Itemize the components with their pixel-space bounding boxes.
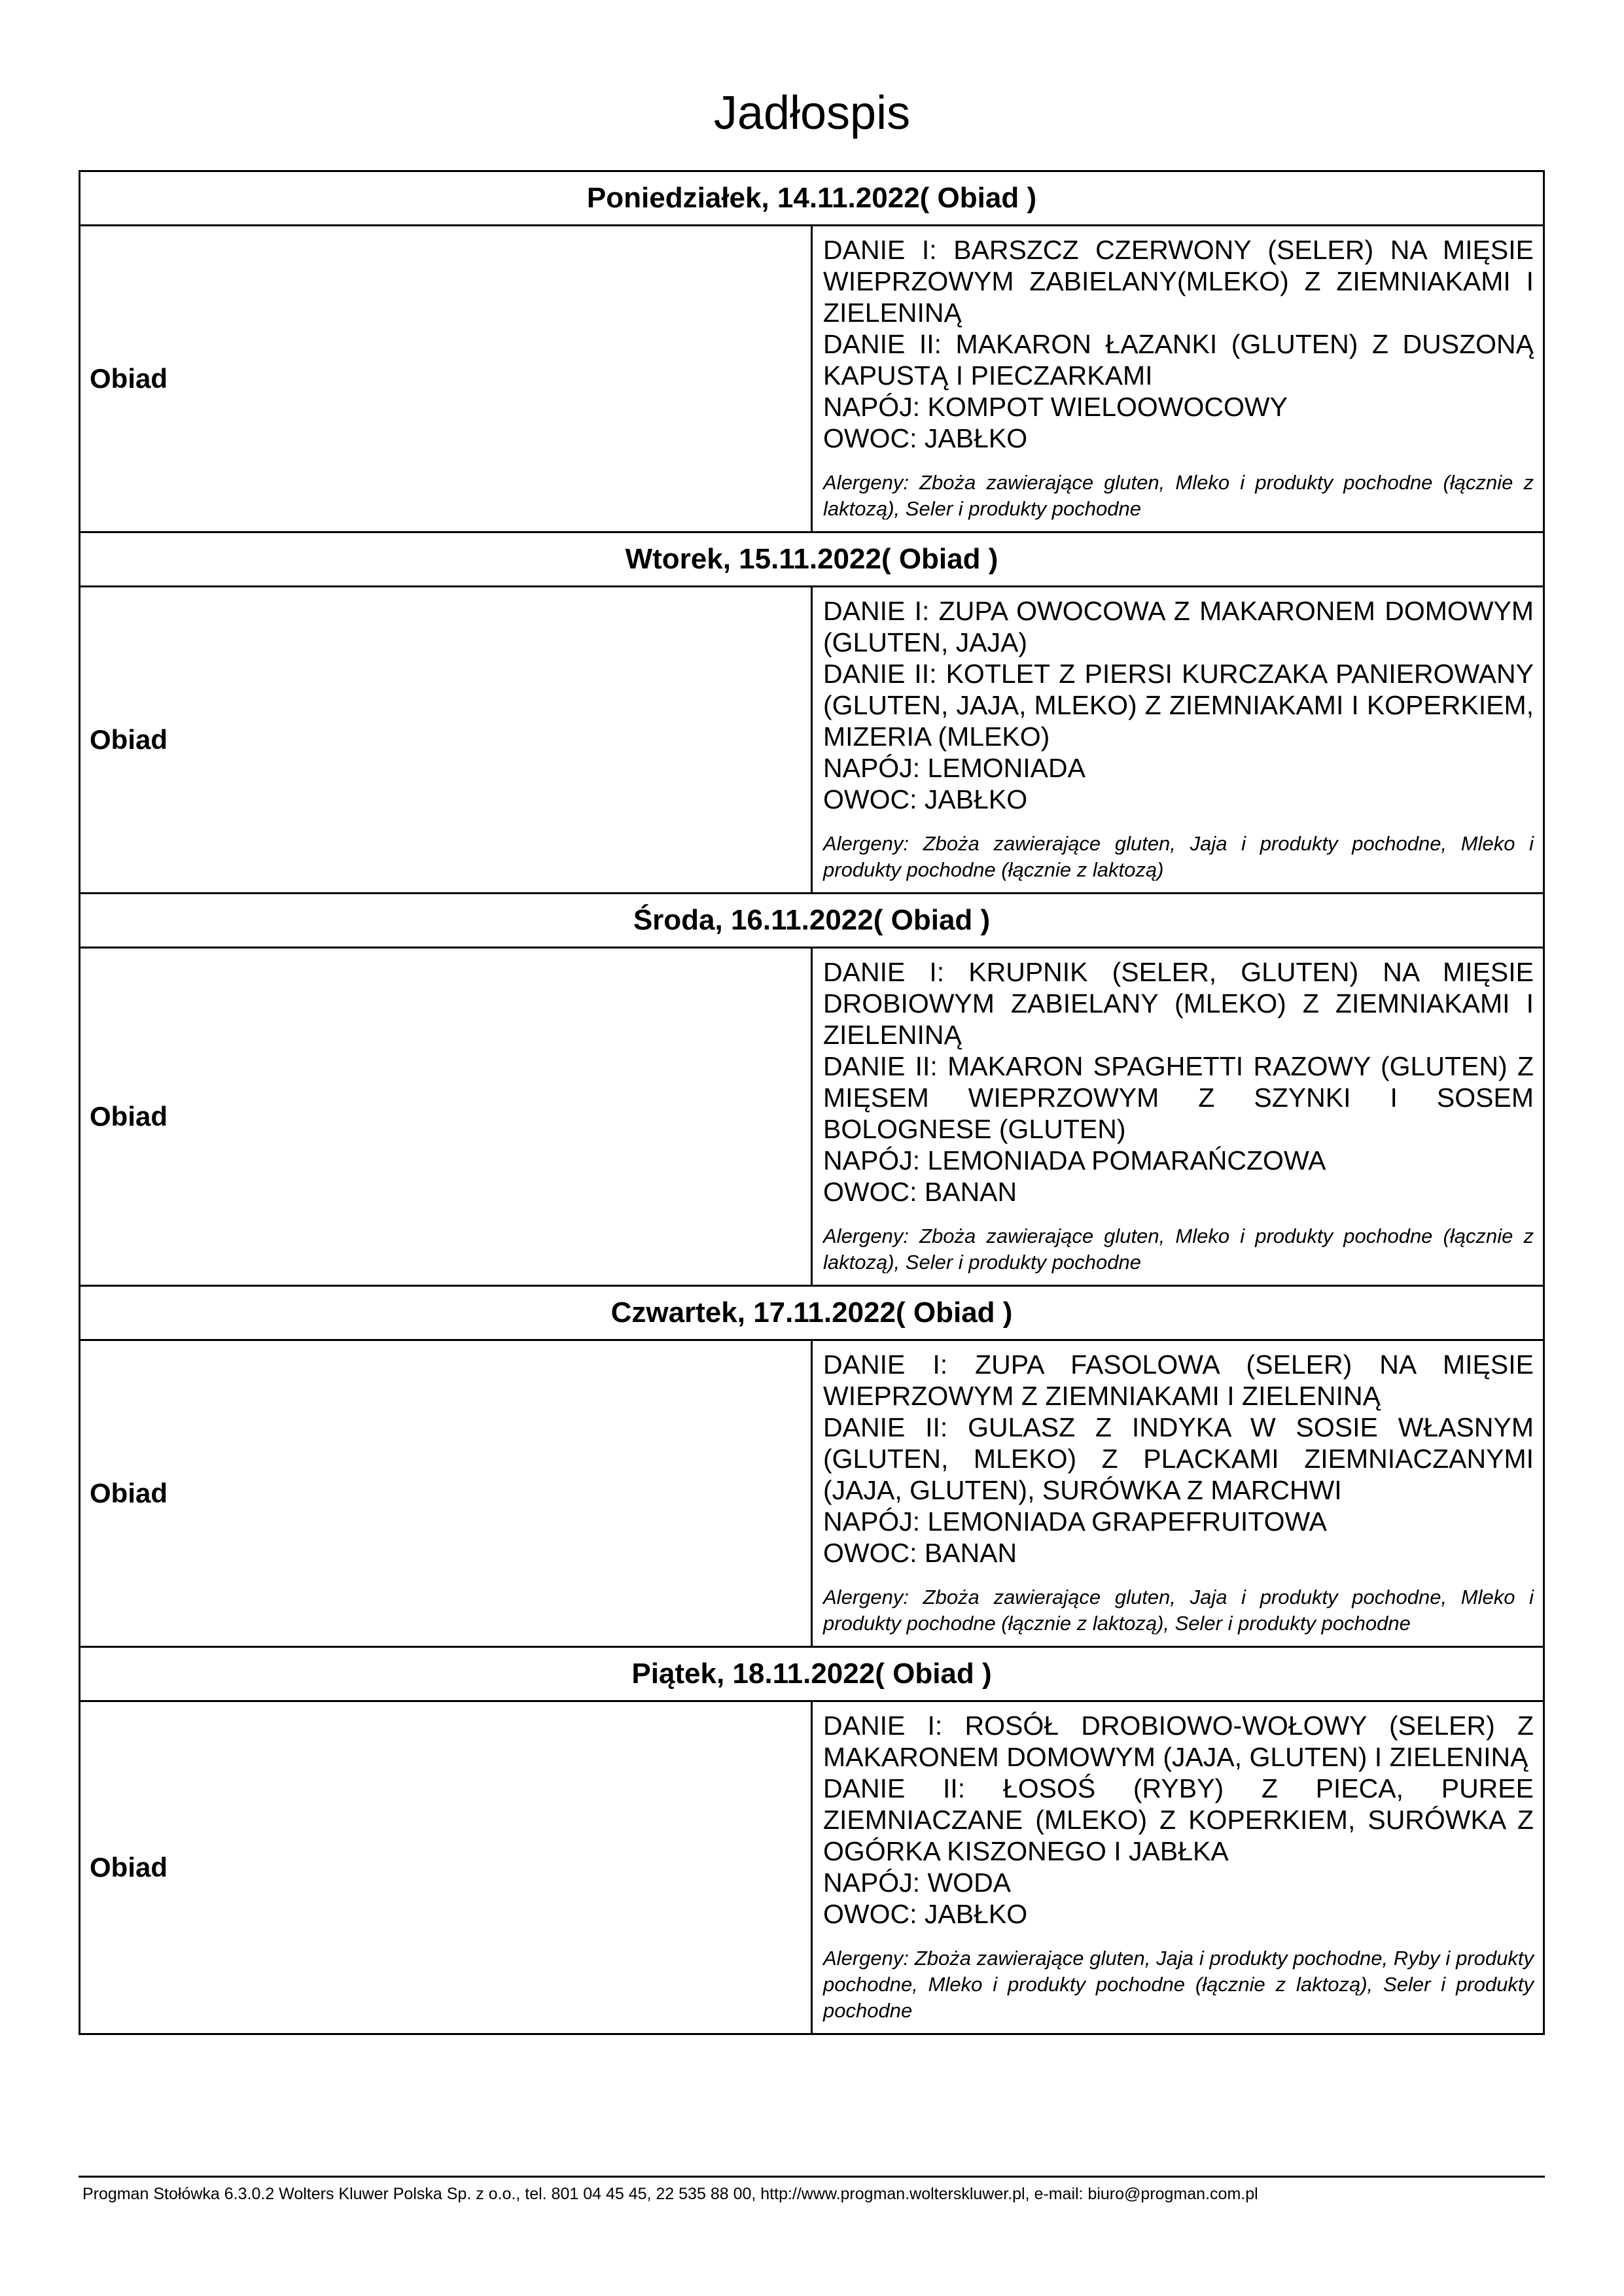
day-header: Piątek, 18.11.2022( Obiad ) — [80, 1647, 1544, 1701]
dish-line: NAPÓJ: KOMPOT WIELOOWOCOWY — [823, 392, 1288, 422]
dish-line: OWOC: JABŁKO — [823, 1899, 1028, 1929]
day-header-row — [80, 1286, 1544, 1340]
dish-line: NAPÓJ: LEMONIADA POMARAŃCZOWA — [823, 1145, 1326, 1175]
dish-line: OWOC: BANAN — [823, 1177, 1017, 1207]
meal-label: Obiad — [80, 948, 812, 1286]
meal-label: Obiad — [80, 587, 812, 894]
dish-line: OWOC: JABŁKO — [823, 423, 1028, 453]
allergens-note: Alergeny: Zboża zawierające gluten, Jaja i produkty pochodne, Mleko i produkty pochodne (łącznie z laktozą), Seler i produkty pochodne — [823, 1586, 1534, 1635]
meal-label: Obiad — [80, 1701, 812, 2034]
allergens-note: Alergeny: Zboża zawierające gluten, Mleko i produkty pochodne (łącznie z laktozą), Seler i produkty pochodne — [823, 471, 1534, 520]
dish-line: NAPÓJ: WODA — [823, 1868, 1012, 1898]
dish-line: DANIE II: KOTLET Z PIERSI KURCZAKA PANIEROWANY (GLUTEN, JAJA, MLEKO) Z ZIEMNIAKAMI I KOPERKIEM, MIZERIA (MLEKO) — [823, 659, 1534, 752]
footer-text: Progman Stołówka 6.3.0.2 Wolters Kluwer Polska Sp. z o.o., tel. 801 04 45 45, 22 535 88 00, http://www.progman.wolterskluwer.pl, e-mail: biuro@progman.com.pl — [82, 2185, 1258, 2203]
dish-line: DANIE II: ŁOSOŚ (RYBY) Z PIECA, PUREE ZIEMNIACZANE (MLEKO) Z KOPERKIEM, SURÓWKA Z OGÓRKA KISZONEGO I JABŁKA — [823, 1773, 1534, 1866]
day-header-row — [80, 171, 1544, 226]
menu-table-body — [80, 171, 1544, 2034]
meal-row — [80, 587, 1544, 894]
meal-label: Obiad — [80, 1340, 812, 1647]
day-header: Poniedziałek, 14.11.2022( Obiad ) — [80, 171, 1544, 226]
day-header-row — [80, 894, 1544, 948]
dish-line: NAPÓJ: LEMONIADA — [823, 753, 1086, 783]
dish-line: DANIE II: MAKARON SPAGHETTI RAZOWY (GLUTEN) Z MIĘSEM WIEPRZOWYM Z SZYNKI I SOSEM BOLOGNESE (GLUTEN) — [823, 1051, 1534, 1144]
allergens-note: Alergeny: Zboża zawierające gluten, Mleko i produkty pochodne (łącznie z laktozą), Seler i produkty pochodne — [823, 1225, 1534, 1274]
day-header: Wtorek, 15.11.2022( Obiad ) — [80, 532, 1544, 587]
dish-line: DANIE I: ZUPA FASOLOWA (SELER) NA MIĘSIE WIEPRZOWYM Z ZIEMNIAKAMI I ZIELENINĄ — [823, 1349, 1534, 1411]
meal-row — [80, 1701, 1544, 2034]
allergens-note: Alergeny: Zboża zawierające gluten, Jaja i produkty pochodne, Ryby i produkty pochodne, Mleko i produkty pochodne (łącznie z laktozą), Seler i produkty pochodne — [823, 1947, 1534, 2022]
meal-row — [80, 948, 1544, 1286]
meal-content — [812, 587, 1544, 894]
dish-line: DANIE I: ZUPA OWOCOWA Z MAKARONEM DOMOWYM (GLUTEN, JAJA) — [823, 596, 1534, 657]
dish-line: DANIE I: ROSÓŁ DROBIOWO-WOŁOWY (SELER) Z MAKARONEM DOMOWYM (JAJA, GLUTEN) I ZIELENINĄ — [823, 1711, 1534, 1772]
dish-line: DANIE II: GULASZ Z INDYKA W SOSIE WŁASNYM (GLUTEN, MLEKO) Z PLACKAMI ZIEMNIACZANYMI (JAJA, GLUTEN), SURÓWKA Z MARCHWI — [823, 1412, 1534, 1505]
meal-content — [812, 226, 1544, 532]
dish-line: OWOC: JABŁKO — [823, 784, 1028, 814]
dish-line: NAPÓJ: LEMONIADA GRAPEFRUITOWA — [823, 1506, 1328, 1537]
menu-table — [79, 170, 1545, 2035]
dish-line: DANIE I: BARSZCZ CZERWONY (SELER) NA MIĘSIE WIEPRZOWYM ZABIELANY(MLEKO) Z ZIEMNIAKAMI I ZIELENINĄ — [823, 235, 1534, 328]
allergens-note: Alergeny: Zboża zawierające gluten, Jaja i produkty pochodne, Mleko i produkty pochodne (łącznie z laktozą) — [823, 832, 1534, 881]
day-header-row — [80, 1647, 1544, 1701]
meal-row — [80, 1340, 1544, 1647]
meal-content — [812, 1340, 1544, 1647]
meal-label: Obiad — [80, 226, 812, 532]
dish-line: DANIE II: MAKARON ŁAZANKI (GLUTEN) Z DUSZONĄ KAPUSTĄ I PIECZARKAMI — [823, 329, 1534, 391]
day-header: Czwartek, 17.11.2022( Obiad ) — [80, 1286, 1544, 1340]
meal-content — [812, 1701, 1544, 2034]
footer-divider — [79, 2176, 1545, 2178]
meal-row — [80, 226, 1544, 532]
page-title: Jadłospis — [713, 87, 911, 139]
dish-line: DANIE I: KRUPNIK (SELER, GLUTEN) NA MIĘSIE DROBIOWYM ZABIELANY (MLEKO) Z ZIEMNIAKAMI I ZIELENINĄ — [823, 957, 1534, 1050]
dish-line: OWOC: BANAN — [823, 1538, 1017, 1568]
day-header: Środa, 16.11.2022( Obiad ) — [80, 894, 1544, 948]
day-header-row — [80, 532, 1544, 587]
meal-content — [812, 948, 1544, 1286]
